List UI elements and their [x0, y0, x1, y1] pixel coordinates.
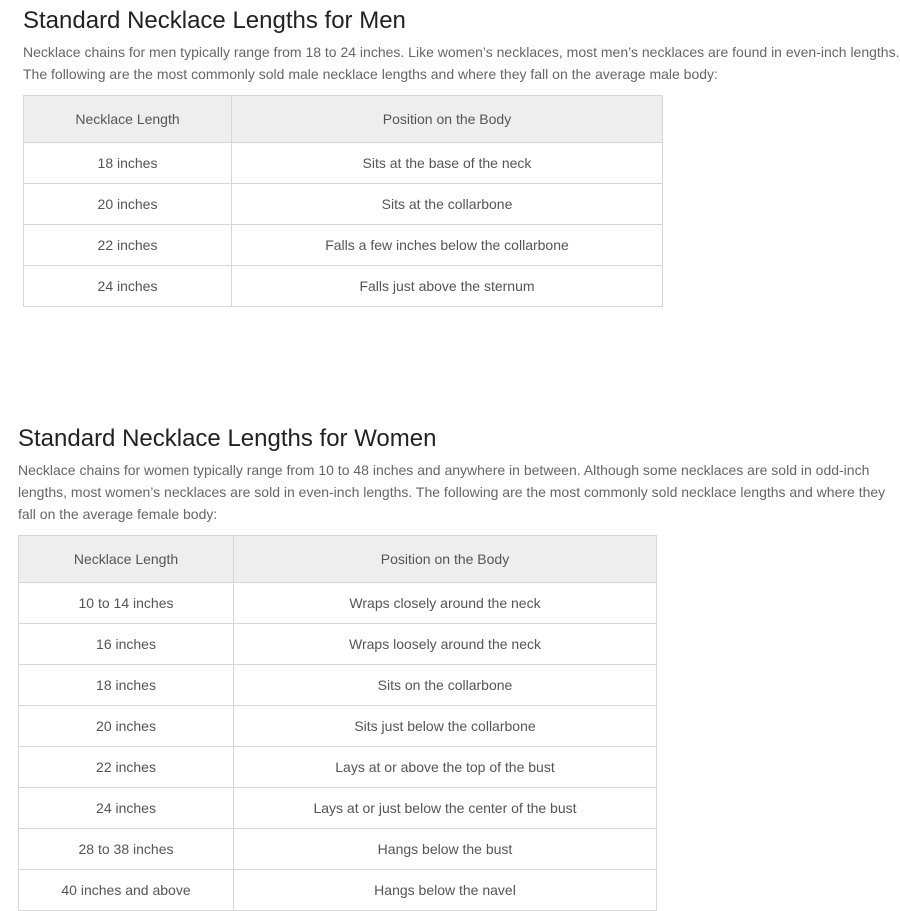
women-section-title: Standard Necklace Lengths for Women: [18, 425, 437, 452]
table-row: [19, 706, 657, 747]
men-section: [0, 0, 900, 307]
women-section: [0, 420, 900, 911]
position-cell: Hangs below the bust: [234, 829, 657, 870]
men-section-title: Standard Necklace Lengths for Men: [23, 7, 406, 34]
length-cell: 24 inches: [24, 266, 232, 307]
length-cell: 28 to 38 inches: [19, 829, 234, 870]
table-row: [19, 624, 657, 665]
position-cell: Lays at or just below the center of the bust: [234, 788, 657, 829]
women-lengths-table: [18, 535, 657, 911]
position-cell: Falls just above the sternum: [232, 266, 663, 307]
position-cell: Wraps closely around the neck: [234, 583, 657, 624]
column-header-position: Position on the Body: [232, 96, 663, 143]
table-row: [24, 225, 663, 266]
length-cell: 18 inches: [19, 665, 234, 706]
men-section-intro: Necklace chains for men typically range from 18 to 24 inches. Like women’s necklaces, most men’s necklaces are found in even-inch lengths. The following are the most commonly sold male necklace lengths and where they fall on the average male body:: [23, 44, 900, 82]
position-cell: Sits on the collarbone: [234, 665, 657, 706]
position-cell: Sits at the base of the neck: [232, 143, 663, 184]
length-cell: 16 inches: [19, 624, 234, 665]
column-header-length: Necklace Length: [24, 96, 232, 143]
table-row: [19, 870, 657, 911]
table-header-row: [19, 536, 657, 583]
table-row: [19, 788, 657, 829]
women-section-intro: Necklace chains for women typically range from 10 to 48 inches and anywhere in between. Although some necklaces are sold in odd-inch lengths, most women’s necklaces are sold in even-inch lengths. The following are the most commonly sold necklace lengths and where they fall on the average female body:: [18, 462, 886, 522]
length-cell: 22 inches: [19, 747, 234, 788]
length-cell: 20 inches: [24, 184, 232, 225]
length-cell: 18 inches: [24, 143, 232, 184]
length-cell: 22 inches: [24, 225, 232, 266]
table-row: [24, 143, 663, 184]
length-cell: 10 to 14 inches: [19, 583, 234, 624]
table-row: [24, 184, 663, 225]
position-cell: Sits just below the collarbone: [234, 706, 657, 747]
men-lengths-table: [23, 95, 663, 307]
table-row: [19, 665, 657, 706]
table-row: [24, 266, 663, 307]
length-cell: 24 inches: [19, 788, 234, 829]
table-row: [19, 829, 657, 870]
length-cell: 40 inches and above: [19, 870, 234, 911]
table-row: [19, 747, 657, 788]
position-cell: Hangs below the navel: [234, 870, 657, 911]
table-row: [19, 583, 657, 624]
position-cell: Sits at the collarbone: [232, 184, 663, 225]
position-cell: Falls a few inches below the collarbone: [232, 225, 663, 266]
position-cell: Lays at or above the top of the bust: [234, 747, 657, 788]
length-cell: 20 inches: [19, 706, 234, 747]
table-header-row: [24, 96, 663, 143]
position-cell: Wraps loosely around the neck: [234, 624, 657, 665]
column-header-length: Necklace Length: [19, 536, 234, 583]
column-header-position: Position on the Body: [234, 536, 657, 583]
